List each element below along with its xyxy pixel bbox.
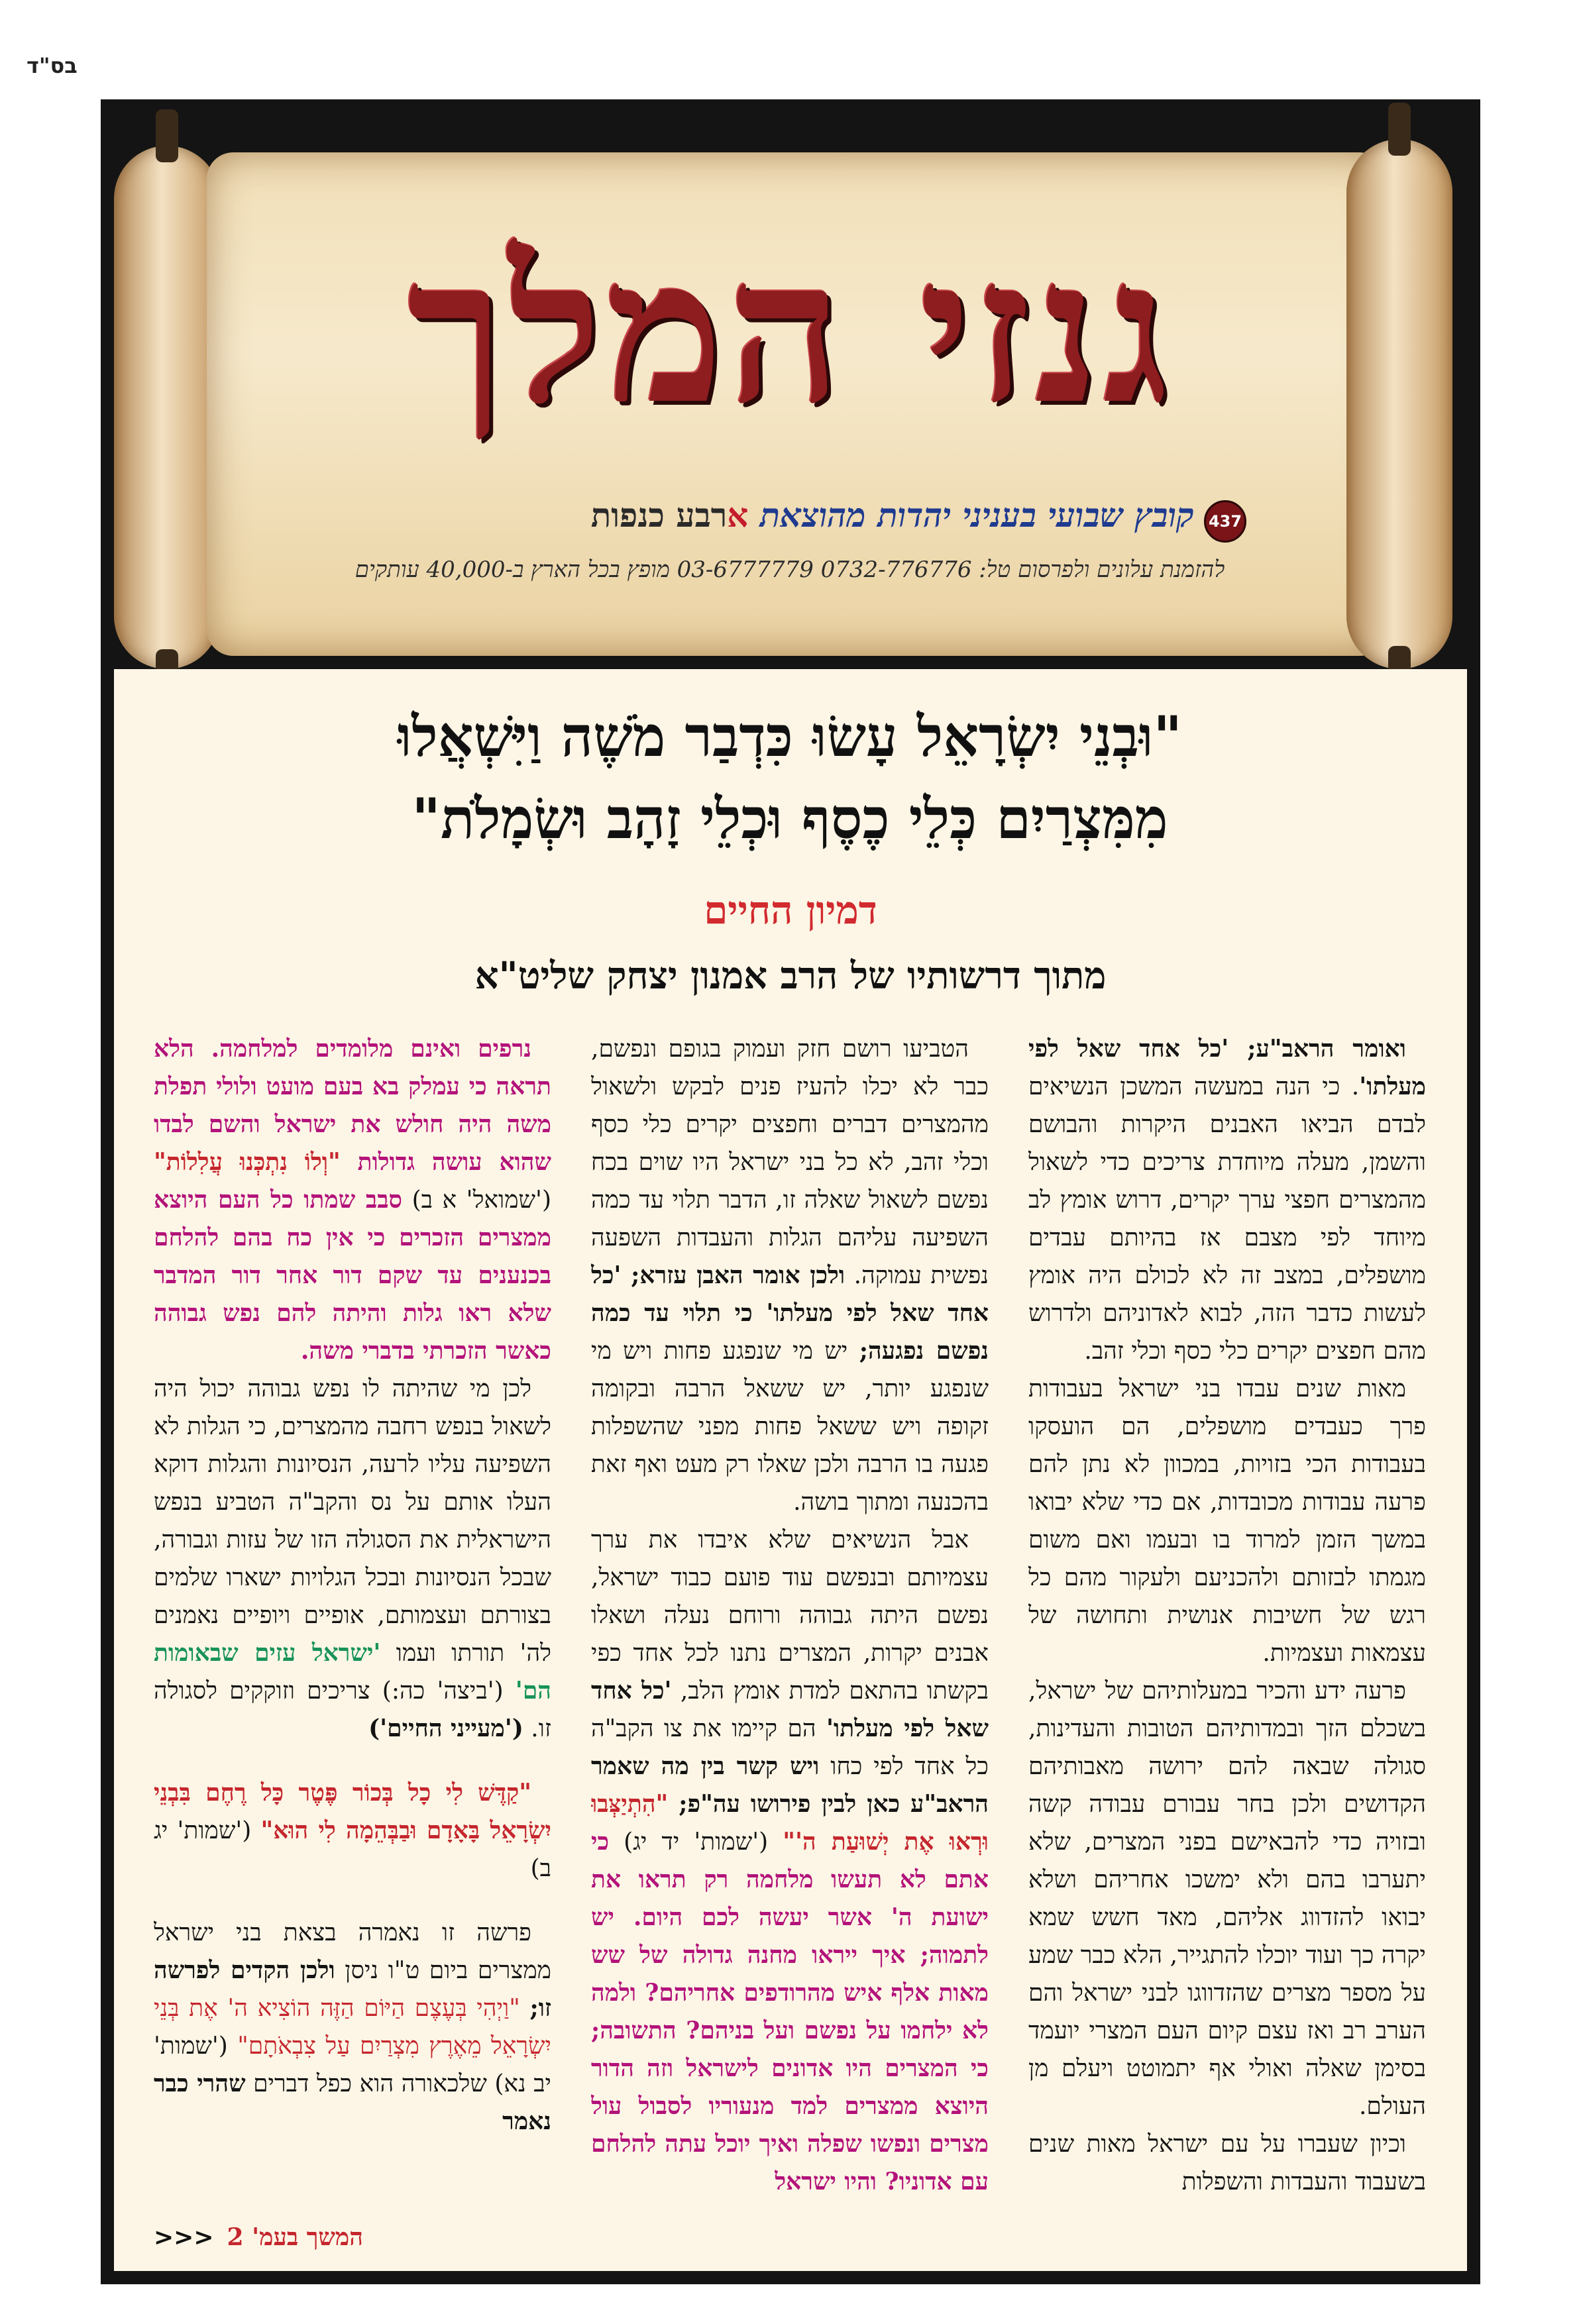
scroll-roll-right	[1346, 139, 1452, 669]
verse-line-1: "וּבְנֵי יִשְׂרָאֵל עָשׂוּ כִּדְבַר מֹשֶׁה וַיִּשְׁאֲלוּ	[397, 704, 1183, 769]
continue-arrows-icon: <<<	[154, 2224, 214, 2251]
page-frame	[101, 99, 1480, 2284]
newsletter-subtitle	[366, 496, 1194, 535]
newsletter-title: גנזי המלך	[407, 214, 1173, 448]
subtitle-text: קובץ שבועי בעניני יהדות מהוצאת	[759, 496, 1194, 535]
text-column-3: נרפים ואינם מלומדים למלחמה. הלא תראה כי עמלק בא בעם מועט ולולי תפלת משה היה חולש את ישראל והשם לבדו שהוא עושה גדולות "וְלוֹ נִתְכְּנוּ עֲלִלוֹת" ('שמואל' א ב) סבב שמתו כל העם היוצא ממצרים הזכרים כי אין כח בהם להלחם בכנענים עד שקם דור אחר דור המדבר שלא ראו גלות והיתה להם נפש גבוהה כאשר הזכרתי בדברי משה. לכן מי שהיתה לו נפש גבוהה יכול היה לשאול בנפש רחבה מהמצרים, כי הגלות לא השפיעה עליו לרעה, הנסיונות והגלות דוקא העלו אותם על נס והקב"ה הטביע בנפש הישראלית את הסגולה הזו של עזות וגבורה, שבכל הנסיונות ובכל הגלויות ישארו שלמים בצורתם ועצמותם, אופיים ויופיים נאמנים לה' תורתו ועמו 'ישראל עזים שבאומות הם' ('ביצה' כה:) צריכים וזוקקים לסגולה זו. ('מעייני החיים') "קַדֶּשׁ לִי כָל בְּכוֹר פֶּטֶר כָּל רֶחֶם בִּבְנֵי יִשְׂרָאֵל בָּאָדָם וּבַבְּהֵמָה לִי הוּא" ('שמות' יג ב) פרשה זו נאמרה בצאת בני ישראל ממצרים ביום ט"ו ניסן ולכן הקדים לפרשה זו; "וַיְהִי בְּעֶצֶם הַיּוֹם הַזֶּה הוֹצִיא ה' אֶת בְּנֵי יִשְׂרָאֵל מֵאֶרֶץ מִצְרַיִם עַל צִבְאֹתָם" ('שמות' יב נא) שלכאורה הוא כפל דברים שהרי כבר נאמר	[154, 1035, 551, 2135]
continued-on-page[interactable]: המשך בעמ' 2<<<	[154, 2223, 363, 2251]
verse-line-2: מִמִּצְרַיִם כְּלֵי כֶסֶף וּכְלֵי זָהָב וּשְׂמָלֹת"	[411, 786, 1168, 851]
article-kicker: דמיון החיים	[704, 888, 877, 933]
bsd-mark: בס"ד	[27, 53, 78, 78]
issue-number-badge: 437	[1204, 500, 1246, 543]
masthead	[101, 99, 1480, 666]
publisher-name: ארבע כנפות	[590, 496, 749, 535]
article-byline: מתוך דרשותיו של הרב אמנון יצחק שליט"א	[474, 954, 1107, 998]
contact-line: להזמנת עלונים ולפרסום טל: 0732-776776 03-6777779 מופץ בכל הארץ ב-40,000 עותקים	[354, 556, 1225, 583]
article-area	[114, 669, 1467, 2271]
text-column-2: הטביעו רושם חזק ועמוק בגופם ונפשם, כבר לא יכלו להעיז פנים לבקש ולשאול מהמצרים דברים וחפצים יקרים כלי כסף וכלי זהב, לא כל בני ישראל היו שוים בכח נפשם לשאול שאלה זו, הדבר תלוי עד כמה השפיעה עליהם הגלות והעבדות השפעה נפשית עמוקה. ולכן אומר האבן עזרא; 'כל אחד שאל לפי מעלתו' כי תלוי עד כמה נפשם נפגעה; יש מי שנפגע פחות ויש מי שנפגע יותר, יש ששאל הרבה ובקומה זקופה ויש ששאל פחות מפני שהשפלות פגעה בו הרבה ולכן שאלו רק מעט ואף זאת בהכנעה ומתוך בושה. אבל הנשיאים שלא איבדו את ערך עצמיותם ובנפשם עוד פועם כבוד ישראל, נפשם היתה גבוהה ורוחם נעלה ושאלו אבנים יקרות, המצרים נתנו לכל אחד כפי בקשתו בהתאם למדת אומץ הלב, 'כל אחד שאל לפי מעלתו' הם קיימו את צו הקב"ה כל אחד לפי כחו ויש קשר בין מה שאמר הראב"ע כאן לבין פירושו עה"פ; "הִתְיַצְּבוּ וּרְאוּ אֶת יְשׁוּעַת ה'" ('שמות' יד יג) כי אתם לא תעשו מלחמה רק תראו את ישועת ה' אשר יעשה לכם היום. יש לתמוה; איך ייראו מחנה גדולה של שש מאות אלף איש מהרודפים אחריהם? ולמה לא ילחמו על נפשם ועל בניהם? התשובה; כי המצרים היו אדונים לישראל וזה הדור היוצא ממצרים למד מנעוריו לסבול עול מצרים ונפשו שפלה ואיך יוכל עתה להלחם עם אדוניו? והיו ישראל	[591, 1035, 989, 2195]
headline-verse	[154, 696, 1426, 860]
text-column-1: ואומר הראב"ע; 'כל אחד שאל לפי מעלתו'. כי הנה במעשה המשכן הנשיאים לבדם הביאו האבנים היקרות והבושם והשמן, מעלה מיוחדת צריכים כדי לשאול מהמצרים חפצי ערך יקרים, דרוש אומץ לב מיוחד לפי מצבם אז בהיותם עבדים מושפלים, במצב זה לא לכולם היה אומץ לעשות כדבר הזה, לבוא לאדוניהם ולדרוש מהם חפצים יקרים כלי כסף וכלי זהב. מאות שנים עבדו בני ישראל בעבודות פרך כעבדים מושפלים, הם הועסקו בעבודות הכי בזויות, במכוון לא נתן להם פרעה עבודות מכובדות, אם כדי שלא יבואו במשך הזמן למרוד בו ובעמו ואם משום מגמתו לבזותם ולהכניעם ולעקור מהם כל רגש של חשיבות אנושית ותחושה של עצמאות ועצמיות. פרעה ידע והכיר במעלותיהם של ישראל, בשכלם הזך ובמדותיהם הטובות והעדינות, סגולה שבאה להם ירושה מאבותיהם הקדושים ולכן בחר עבורם עבודה קשה ובזויה כדי להבאישם בפני המצרים, שלא יתערבו בהם ולא ימשכו אחריהם ושלא יבואו להזדווג אליהם, מאד חשש שמא יקרה כך ועוד יוכלו להתגייר, הלא כבר שמע על מספר מצרים שהזדווגו לבני ישראל והם הערב רב ואז עצם קיום העם המצרי יועמד בסימן שאלה ואולי אף יתמוטט ויעלם מן העולם. וכיון שעברו על עם ישראל מאות שנים בשעבוד והעבדות והשפלות	[1028, 1035, 1426, 2195]
scroll-roll-left	[114, 146, 220, 669]
